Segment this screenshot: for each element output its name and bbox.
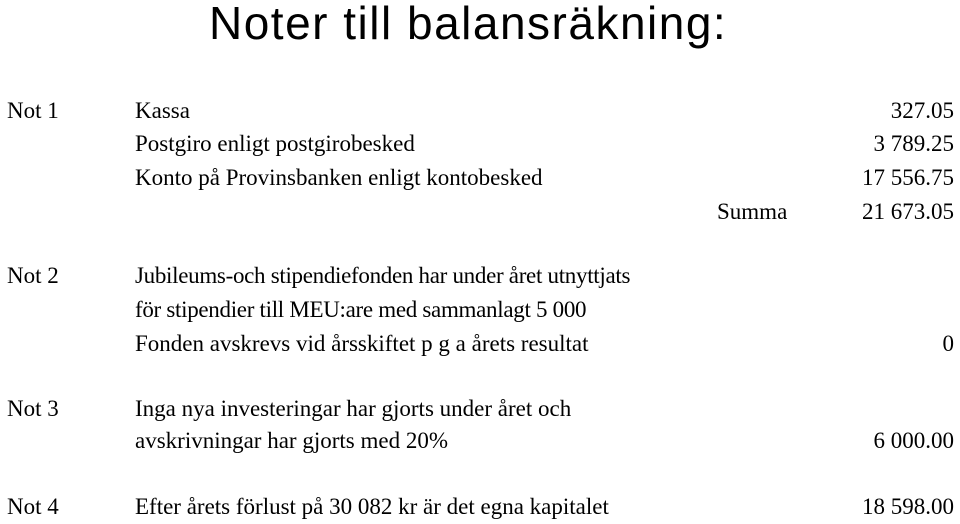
note-1-row-kassa-text: Kassa bbox=[135, 98, 190, 123]
note-3-line-1: Inga nya investeringar har gjorts under året och bbox=[135, 396, 572, 421]
note-3-amount: 6 000.00 bbox=[873, 428, 954, 453]
note-1-row-konto-text: Konto på Provinsbanken enligt kontobesked bbox=[135, 165, 543, 190]
note-4-amount: 18 598.00 bbox=[862, 494, 954, 519]
note-2-amount: 0 bbox=[942, 331, 954, 356]
note-1-row-konto-amount: 17 556.75 bbox=[862, 165, 954, 190]
note-2-line-3: Fonden avskrevs vid årsskiftet p g a årets resultat bbox=[135, 331, 589, 356]
page-title: Noter till balansräkning: bbox=[209, 0, 728, 49]
note-3-line-2: avskrivningar har gjorts med 20% bbox=[135, 428, 448, 453]
note-2-label: Not 2 bbox=[7, 263, 59, 288]
note-1-sum-amount: 21 673.05 bbox=[862, 199, 954, 224]
note-1-row-postgiro-text: Postgiro enligt postgirobesked bbox=[135, 131, 415, 156]
note-4-text: Efter årets förlust på 30 082 kr är det egna kapitalet bbox=[135, 494, 609, 519]
note-1-row-kassa-amount: 327.05 bbox=[890, 98, 954, 123]
note-1-row-postgiro-amount: 3 789.25 bbox=[873, 131, 954, 156]
note-1-sum-label: Summa bbox=[717, 199, 788, 224]
note-2-line-1: Jubileums-och stipendiefonden har under året utnyttjats bbox=[135, 263, 631, 288]
note-2-line-2: för stipendier till MEU:are med sammanlagt 5 000 bbox=[135, 297, 587, 322]
note-3-label: Not 3 bbox=[7, 396, 59, 421]
note-4-label: Not 4 bbox=[7, 494, 59, 519]
note-1-label: Not 1 bbox=[7, 98, 59, 123]
